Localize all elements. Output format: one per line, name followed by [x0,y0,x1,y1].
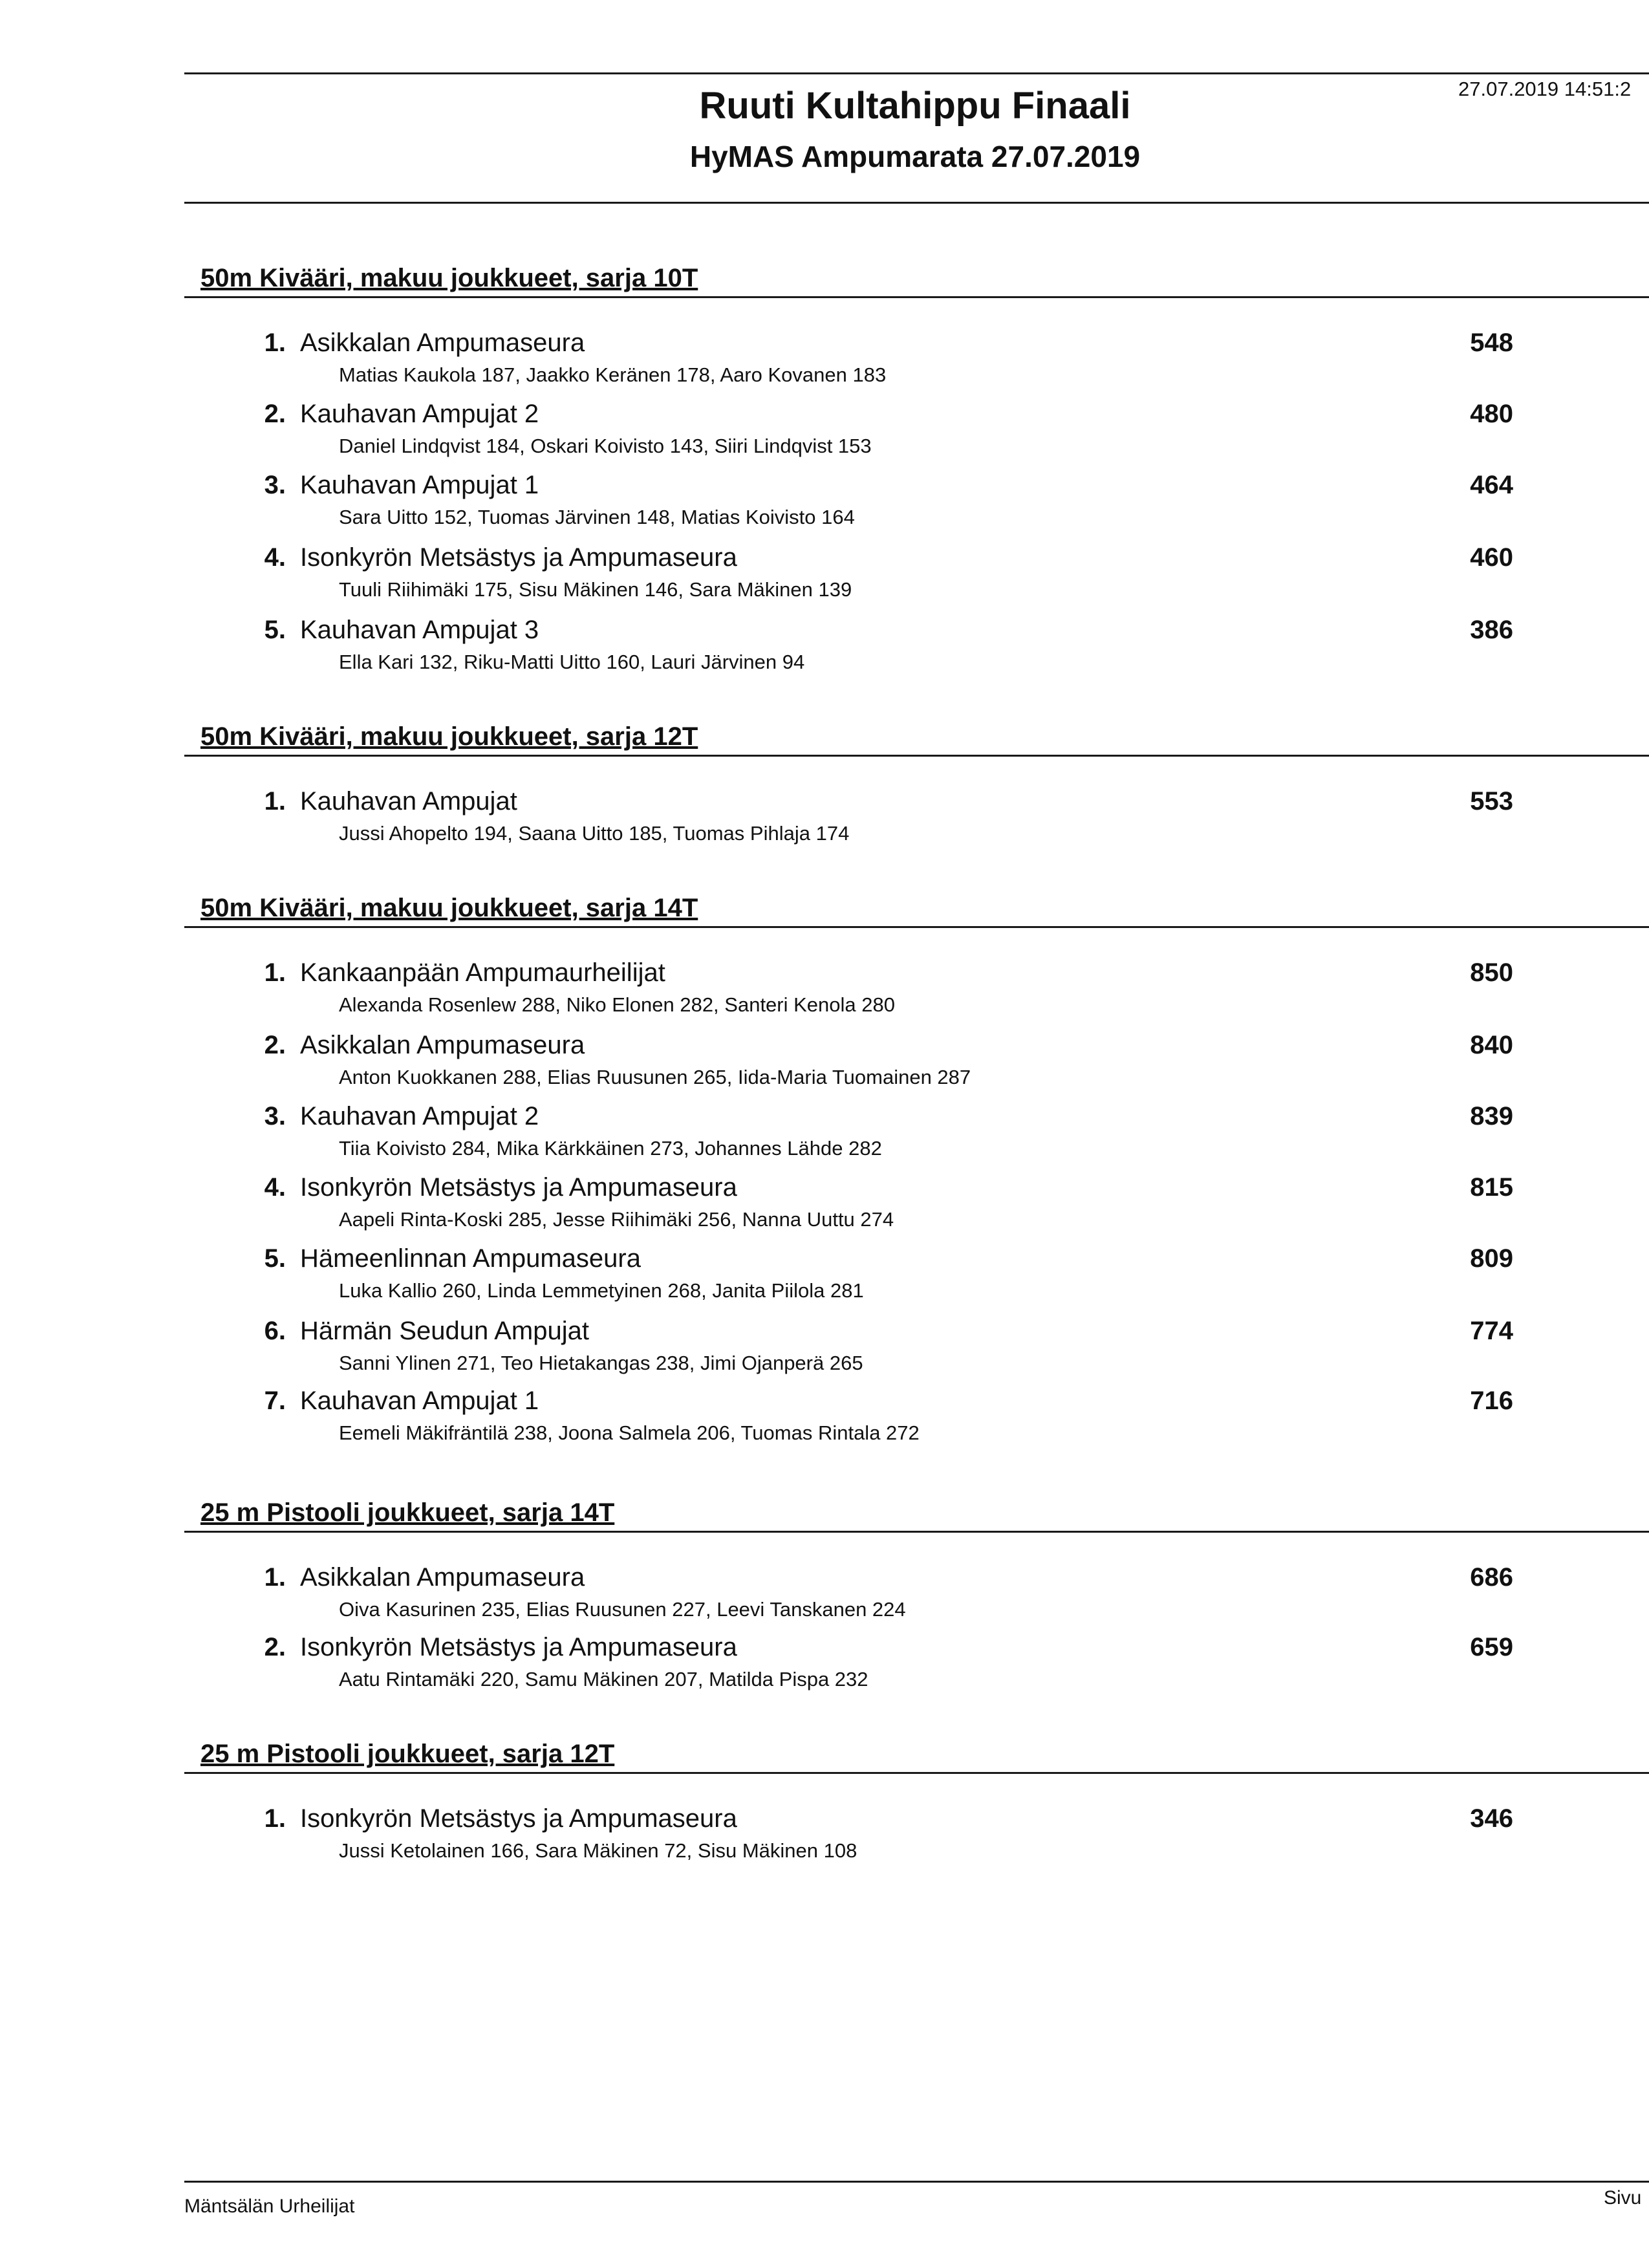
team-name: Isonkyrön Metsästys ja Ampumaseura [300,1633,737,1661]
section-title: 50m Kivääri, makuu joukkueet, sarja 12T [200,722,698,751]
team-score: 850 [1470,958,1513,987]
result-entry [0,1102,1649,1173]
team-members: Sanni Ylinen 271, Teo Hietakangas 238, Jimi Ojanperä 265 [339,1352,863,1374]
results-section [0,264,1649,684]
rank: 7. [264,1387,286,1415]
team-score: 839 [1470,1102,1513,1130]
rank: 2. [264,1633,286,1661]
team-score: 464 [1470,471,1513,499]
rank: 5. [264,1244,286,1273]
team-score: 774 [1470,1317,1513,1345]
rank: 1. [264,1804,286,1833]
team-name: Kauhavan Ampujat 2 [300,1102,539,1130]
rank: 5. [264,616,286,644]
rank: 1. [264,958,286,987]
result-entry [0,543,1649,614]
rank: 2. [264,400,286,428]
team-members: Eemeli Mäkifräntilä 238, Joona Salmela 206, Tuomas Rintala 272 [339,1421,920,1444]
team-members: Luka Kallio 260, Linda Lemmetyinen 268, Janita Piilola 281 [339,1279,864,1302]
team-score: 346 [1470,1804,1513,1833]
page-title: Ruuti Kultahippu Finaali [699,85,1131,127]
section-title: 25 m Pistooli joukkueet, sarja 14T [200,1498,615,1527]
result-entry [0,329,1649,400]
rank: 1. [264,1563,286,1592]
team-name: Asikkalan Ampumaseura [300,1031,585,1059]
team-name: Isonkyrön Metsästys ja Ampumaseura [300,1804,737,1833]
rank: 1. [264,329,286,357]
team-name: Kauhavan Ampujat 1 [300,471,539,499]
header-bottom-rule [184,202,1649,204]
section-rule [184,1531,1649,1533]
team-name: Härmän Seudun Ampujat [300,1317,589,1345]
rank: 1. [264,787,286,815]
team-name: Isonkyrön Metsästys ja Ampumaseura [300,1173,737,1202]
team-members: Daniel Lindqvist 184, Oskari Koivisto 143, Siiri Lindqvist 153 [339,435,872,457]
header-top-rule [184,72,1649,74]
result-entry [0,787,1649,858]
footer-page-label: Sivu [1604,2187,1642,2209]
result-entry [0,1173,1649,1244]
result-entry [0,958,1649,1030]
rank: 4. [264,543,286,572]
section-title: 25 m Pistooli joukkueet, sarja 12T [200,1740,615,1768]
team-score: 659 [1470,1633,1513,1661]
team-name: Kauhavan Ampujat 3 [300,616,539,644]
footer-rule [184,2181,1649,2183]
team-score: 460 [1470,543,1513,572]
team-name: Kauhavan Ampujat [300,787,517,815]
team-members: Jussi Ahopelto 194, Saana Uitto 185, Tuomas Pihlaja 174 [339,822,850,845]
team-members: Anton Kuokkanen 288, Elias Ruusunen 265, Iida-Maria Tuomainen 287 [339,1066,971,1088]
rank: 3. [264,1102,286,1130]
results-section [0,894,1649,1463]
results-section [0,1498,1649,1712]
print-timestamp: 27.07.2019 14:51:2 [1458,78,1632,100]
team-members: Sara Uitto 152, Tuomas Järvinen 148, Matias Koivisto 164 [339,506,855,528]
result-entry [0,1563,1649,1634]
section-rule [184,926,1649,928]
team-name: Asikkalan Ampumaseura [300,329,585,357]
team-members: Oiva Kasurinen 235, Elias Ruusunen 227, Leevi Tanskanen 224 [339,1598,906,1621]
rank: 6. [264,1317,286,1345]
result-entry [0,1633,1649,1704]
rank: 4. [264,1173,286,1202]
team-members: Aapeli Rinta-Koski 285, Jesse Riihimäki 256, Nanna Uuttu 274 [339,1208,894,1231]
team-name: Isonkyrön Metsästys ja Ampumaseura [300,543,737,572]
team-members: Matias Kaukola 187, Jaakko Keränen 178, Aaro Kovanen 183 [339,363,887,386]
result-entry [0,616,1649,687]
page-subtitle: HyMAS Ampumarata 27.07.2019 [689,140,1141,173]
section-rule [184,755,1649,757]
result-entry [0,1317,1649,1388]
team-score: 686 [1470,1563,1513,1592]
team-name: Kauhavan Ampujat 2 [300,400,539,428]
team-members: Tiia Koivisto 284, Mika Kärkkäinen 273, Johannes Lähde 282 [339,1137,882,1160]
team-score: 553 [1470,787,1513,815]
team-score: 548 [1470,329,1513,357]
team-score: 809 [1470,1244,1513,1273]
team-members: Jussi Ketolainen 166, Sara Mäkinen 72, Sisu Mäkinen 108 [339,1839,857,1862]
result-entry [0,400,1649,471]
team-members: Alexanda Rosenlew 288, Niko Elonen 282, Santeri Kenola 280 [339,993,895,1016]
rank: 2. [264,1031,286,1059]
team-score: 840 [1470,1031,1513,1059]
team-members: Tuuli Riihimäki 175, Sisu Mäkinen 146, Sara Mäkinen 139 [339,578,852,601]
footer-organizer: Mäntsälän Urheilijat [184,2196,355,2217]
results-section [0,722,1649,865]
team-name: Hämeenlinnan Ampumaseura [300,1244,641,1273]
team-members: Aatu Rintamäki 220, Samu Mäkinen 207, Matilda Pispa 232 [339,1668,868,1690]
section-title: 50m Kivääri, makuu joukkueet, sarja 14T [200,894,698,922]
section-title: 50m Kivääri, makuu joukkueet, sarja 10T [200,264,698,292]
results-section [0,1740,1649,1882]
team-name: Asikkalan Ampumaseura [300,1563,585,1592]
team-name: Kankaanpään Ampumaurheilijat [300,958,665,987]
rank: 3. [264,471,286,499]
result-entry [0,1387,1649,1458]
team-score: 386 [1470,616,1513,644]
result-entry [0,1804,1649,1875]
result-entry [0,471,1649,542]
team-score: 480 [1470,400,1513,428]
section-rule [184,1772,1649,1774]
team-score: 716 [1470,1387,1513,1415]
section-rule [184,296,1649,298]
team-name: Kauhavan Ampujat 1 [300,1387,539,1415]
result-entry [0,1031,1649,1102]
result-entry [0,1244,1649,1315]
team-score: 815 [1470,1173,1513,1202]
team-members: Ella Kari 132, Riku-Matti Uitto 160, Lauri Järvinen 94 [339,651,805,673]
